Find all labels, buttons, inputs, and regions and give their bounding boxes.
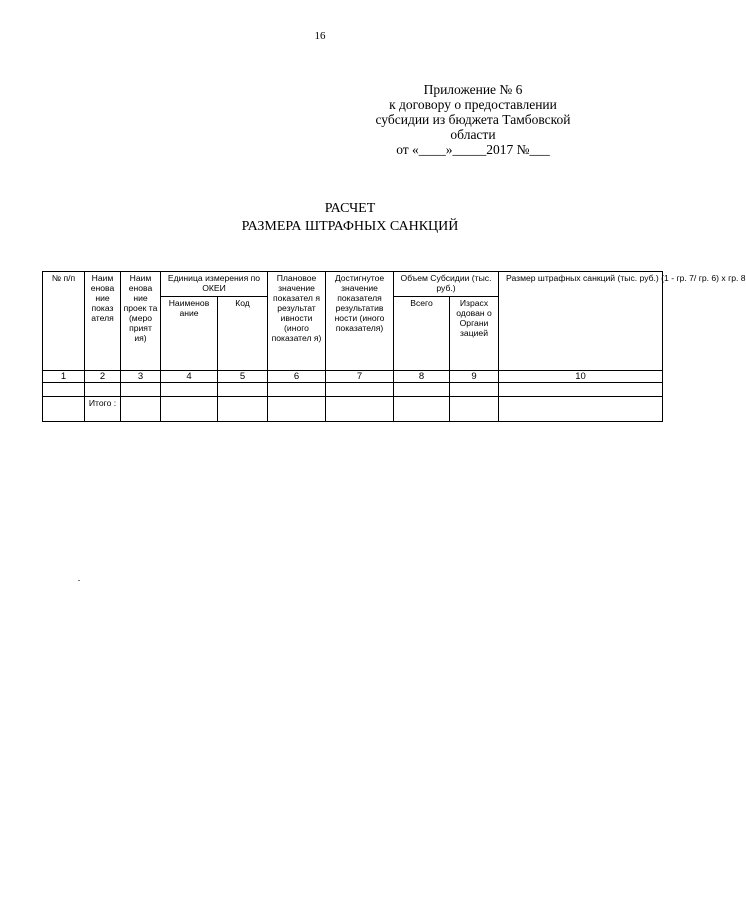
- penalty-table-wrapper: [42, 271, 746, 431]
- column-number-row: [43, 371, 663, 383]
- header-row: [43, 272, 663, 297]
- column-number-cell: 6: [268, 371, 326, 383]
- table-cell: [326, 397, 394, 422]
- header-cell: Плановое значение показател я результат ивности (иного показател я): [268, 272, 326, 371]
- table-cell: [268, 383, 326, 397]
- appendix-line: Приложение № 6: [423, 82, 523, 97]
- header-cell: [499, 272, 746, 371]
- table-row: [43, 383, 663, 397]
- column-number-cell: 10: [499, 371, 663, 383]
- document-title: [0, 200, 700, 236]
- header-cell: Код: [218, 297, 268, 371]
- header-cell: Израсх одован о Органи зацией: [450, 297, 499, 371]
- scan-mark: [78, 580, 80, 581]
- header-cell: Наименов ание: [161, 297, 218, 371]
- table-cell: [499, 383, 663, 397]
- table-cell: [121, 383, 161, 397]
- table-cell: [218, 397, 268, 422]
- title-line: РАЗМЕРА ШТРАФНЫХ САНКЦИЙ: [241, 219, 459, 234]
- table-cell: [43, 383, 85, 397]
- title-line: РАСЧЕТ: [324, 201, 376, 216]
- table-cell: [161, 383, 218, 397]
- appendix-line: области: [450, 127, 496, 142]
- header-cell: Наим енова ние проек та (меро прият ия): [121, 272, 161, 371]
- total-label: Итого :: [85, 397, 121, 422]
- column-number-cell: 1: [43, 371, 85, 383]
- table-cell: [161, 397, 218, 422]
- column-number-cell: 4: [161, 371, 218, 383]
- appendix-block: [356, 82, 590, 157]
- table-cell: [326, 383, 394, 397]
- total-row: [43, 397, 663, 422]
- column-number-cell: 9: [450, 371, 499, 383]
- table-cell: [450, 383, 499, 397]
- header-cell: Всего: [394, 297, 450, 371]
- table-cell: [499, 397, 663, 422]
- column-number-cell: 3: [121, 371, 161, 383]
- table-cell: [450, 397, 499, 422]
- table-cell: [43, 397, 85, 422]
- table-cell: [218, 383, 268, 397]
- appendix-line: от «____»_____2017 №___: [396, 142, 550, 157]
- table-cell: [268, 397, 326, 422]
- table-cell: [85, 383, 121, 397]
- header-cell: Наим енова ние показ ателя: [85, 272, 121, 371]
- penalty-header-text: Размер штрафных санкций (тыс. руб.) (1 - гр. 7/ гр. 6) x гр. 8: [506, 273, 746, 283]
- header-cell: Единица измерения по ОКЕИ: [161, 272, 268, 297]
- column-number-cell: 5: [218, 371, 268, 383]
- appendix-line: субсидии из бюджета Тамбовской: [375, 112, 571, 127]
- table-cell: [394, 397, 450, 422]
- penalty-table: [42, 271, 746, 422]
- header-cell: Достигнутое значение показателя результатив ности (иного показателя): [326, 272, 394, 371]
- column-number-cell: 7: [326, 371, 394, 383]
- table-cell: [121, 397, 161, 422]
- column-number-cell: 2: [85, 371, 121, 383]
- column-number-cell: 8: [394, 371, 450, 383]
- header-cell: № п/п: [43, 272, 85, 371]
- table-cell: [394, 383, 450, 397]
- appendix-line: к договору о предоставлении: [389, 97, 557, 112]
- page-number: 16: [314, 30, 326, 42]
- header-cell: Объем Субсидии (тыс. руб.): [394, 272, 499, 297]
